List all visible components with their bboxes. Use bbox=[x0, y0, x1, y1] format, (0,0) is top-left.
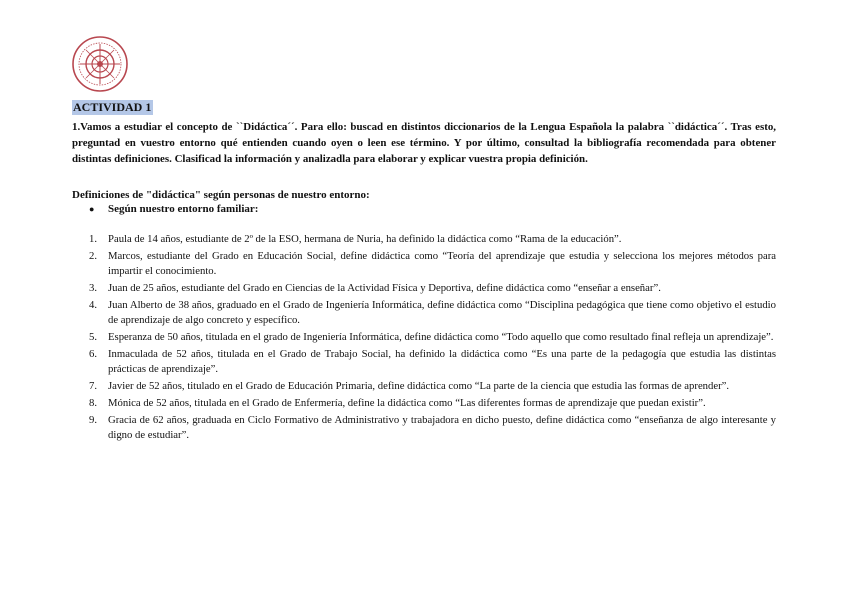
definition-text: Esperanza de 50 años, titulada en el grado de Ingeniería Informática, define didáctica como “Todo aquello que como resultado final refleja un aprendizaje”. bbox=[108, 331, 774, 343]
definition-item: 4. Juan Alberto de 38 años, graduado en el Grado de Ingeniería Informática, define didáctica como “Disciplina pedagógica que tiene como objetivo el estudio de aprendizaje de algo concreto y específico. bbox=[89, 299, 776, 326]
definitions-list bbox=[72, 232, 776, 443]
definition-text: Juan de 25 años, estudiante del Grado en Ciencias de la Actividad Física y Deportiva, define didáctica como “enseñar a enseñar”. bbox=[108, 282, 661, 294]
definition-text: Paula de 14 años, estudiante de 2º de la ESO, hermana de Nuria, ha definido la didáctica como “Rama de la educación”. bbox=[108, 233, 622, 245]
definition-item: 6. Inmaculada de 52 años, titulada en el Grado de Trabajo Social, ha definido la didáctica como “Es una parte de la pedagogía que estudia las distintas prácticas de aprendizaje”. bbox=[89, 348, 776, 375]
definitions-heading: Definiciones de "didáctica" según personas de nuestro entorno: bbox=[72, 189, 370, 201]
definition-text: Juan Alberto de 38 años, graduado en el Grado de Ingeniería Informática, define didáctica como “Disciplina pedagógica que tiene como objetivo el estudio de aprendizaje de algo concreto y específico. bbox=[108, 299, 776, 326]
definition-item: 7. Javier de 52 años, titulado en el Grado de Educación Primaria, define didáctica como “La parte de la ciencia que estudia las formas de aprender”. bbox=[89, 380, 730, 392]
definition-item: 9. Gracia de 62 años, graduada en Ciclo Formativo de Administrativo y trabajadora en dicho puesto, define didáctica como “enseñanza de algo interesante y digno de estudiar”. bbox=[89, 414, 776, 441]
definition-item: 1. Paula de 14 años, estudiante de 2º de la ESO, hermana de Nuria, ha definido la didáctica como “Rama de la educación”. bbox=[89, 233, 622, 245]
activity-title: ACTIVIDAD 1 bbox=[73, 100, 152, 114]
subsection-label: Según nuestro entorno familiar: bbox=[108, 203, 259, 215]
university-seal-icon bbox=[70, 34, 130, 94]
definition-item: 3. Juan de 25 años, estudiante del Grado en Ciencias de la Actividad Física y Deportiva, define didáctica como “enseñar a enseñar”. bbox=[89, 282, 661, 294]
definition-text: Inmaculada de 52 años, titulada en el Grado de Trabajo Social, ha definido la didáctica como “Es una parte de la pedagogía que estudia las distintas prácticas de aprendizaje”. bbox=[108, 348, 776, 375]
subsection-list bbox=[72, 202, 776, 216]
subsection-family bbox=[72, 202, 776, 216]
document-body bbox=[72, 98, 776, 445]
bullet-icon: ● bbox=[89, 204, 95, 214]
definition-text: Javier de 52 años, titulado en el Grado de Educación Primaria, define didáctica como “La parte de la ciencia que estudia las formas de aprender”. bbox=[108, 380, 730, 392]
definition-text: Mónica de 52 años, titulada en el Grado de Enfermería, define la didáctica como “Las diferentes formas de aprendizaje que puedan existir”. bbox=[108, 397, 706, 409]
definition-item: 8. Mónica de 52 años, titulada en el Grado de Enfermería, define la didáctica como “Las diferentes formas de aprendizaje que puedan existir”. bbox=[89, 397, 706, 409]
definition-item: 2. Marcos, estudiante del Grado en Educación Social, define didáctica como “Teoría del aprendizaje que estudia y selecciona los mejores métodos para impartir el conocimiento. bbox=[89, 250, 776, 277]
definition-text: Marcos, estudiante del Grado en Educación Social, define didáctica como “Teoría del aprendizaje que estudia y selecciona los mejores métodos para impartir el conocimiento. bbox=[108, 250, 776, 277]
definition-item: 5. Esperanza de 50 años, titulada en el grado de Ingeniería Informática, define didáctica como “Todo aquello que como resultado final refleja un aprendizaje”. bbox=[89, 331, 774, 343]
definition-text: Gracia de 62 años, graduada en Ciclo Formativo de Administrativo y trabajadora en dicho puesto, define didáctica como “enseñanza de algo interesante y digno de estudiar”. bbox=[108, 414, 776, 441]
activity-instructions: 1.Vamos a estudiar el concepto de ``Didáctica´´. Para ello: buscad en distintos diccionarios de la Lengua Española la palabra ``didáctica´´. Tras esto, preguntad en vuestro entorno qué entienden cuando oyen o leen ese término. Y por último, consultad la bibliografía recomendada para obtener distintas definiciones. Clasificad la información y analizadla para elaborar y explicar vuestra propia definición. bbox=[72, 121, 776, 165]
